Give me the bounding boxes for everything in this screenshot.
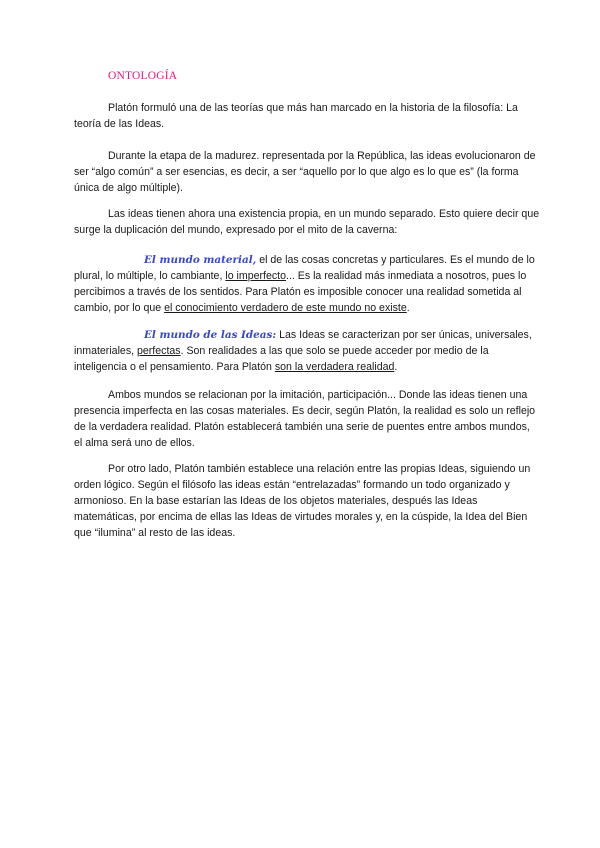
heading-mundo-material: El mundo material, — [144, 254, 257, 266]
underlined-text: lo imperfecto — [225, 270, 286, 282]
text-segment: Las Ideas se caracterizan por ser únicas, universales, inmateriales, — [74, 329, 532, 357]
heading-mundo-ideas: El mundo de las Ideas: — [144, 329, 277, 341]
text-segment: el de las cosas concretas y particulares. Es el mundo de lo plural, lo múltiple, lo cambiante, — [74, 254, 535, 282]
paragraph-orden-ideas: Por otro lado, Platón también establece una relación entre las propias Ideas, siguiendo un orden lógico. Según el filósofo las ideas están “entrelazadas” formando un todo organizado y armonioso. En la base estarían las Ideas de los objetos materiales, después las Ideas matemáticas, por encima de ellas las Ideas de virtudes morales y, en la cúspide, la Idea del Bien que “ilumina” al resto de las ideas. — [74, 463, 531, 539]
text-segment: . — [406, 302, 410, 314]
paragraph-madurez: Durante la etapa de la madurez. representada por la República, las ideas evolucionaron de ser “algo común” a ser esencias, es decir, a ser “aquello por lo que algo es lo que es” (la forma única de algo múltiple). — [74, 150, 536, 194]
text-segment: . Son realidades a las que solo se puede acceder por medio de la inteligencia o el pensamiento. Para Platón — [74, 345, 489, 373]
text-segment: . — [394, 361, 398, 373]
paragraph-intro: Platón formuló una de las teorías que más han marcado en la historia de la filosofía: La teoría de las Ideas. — [74, 102, 518, 130]
paragraph-existencia: Las ideas tienen ahora una existencia propia, en un mundo separado. Esto quiere decir que surge la duplicación del mundo, expresado por el mito de la caverna: — [74, 208, 540, 236]
underlined-text: son la verdadera realidad — [274, 361, 395, 373]
paragraph-relacion-mundos: Ambos mundos se relacionan por la imitación, participación... Donde las ideas tienen una presencia imperfecta en las cosas materiales. Es decir, según Platón, la realidad es solo un reflejo de la verdadera realidad. Platón establecerá también una serie de puentes entre ambos mundos, el alma será uno de ellos. — [74, 389, 536, 449]
paragraph-mundo-ideas — [74, 327, 540, 375]
text-segment: ... Es la realidad más inmediata a nosotros, pues lo percibimos a través de los sentidos. Para Platón es imposible conocer una realidad sometida al cambio, por lo que — [74, 270, 527, 314]
underlined-text: perfectas — [137, 345, 181, 357]
underlined-text: el conocimiento verdadero de este mundo no existe — [164, 302, 407, 314]
page-title: ONTOLOGÍA — [108, 70, 178, 82]
paragraph-mundo-material — [74, 252, 540, 316]
